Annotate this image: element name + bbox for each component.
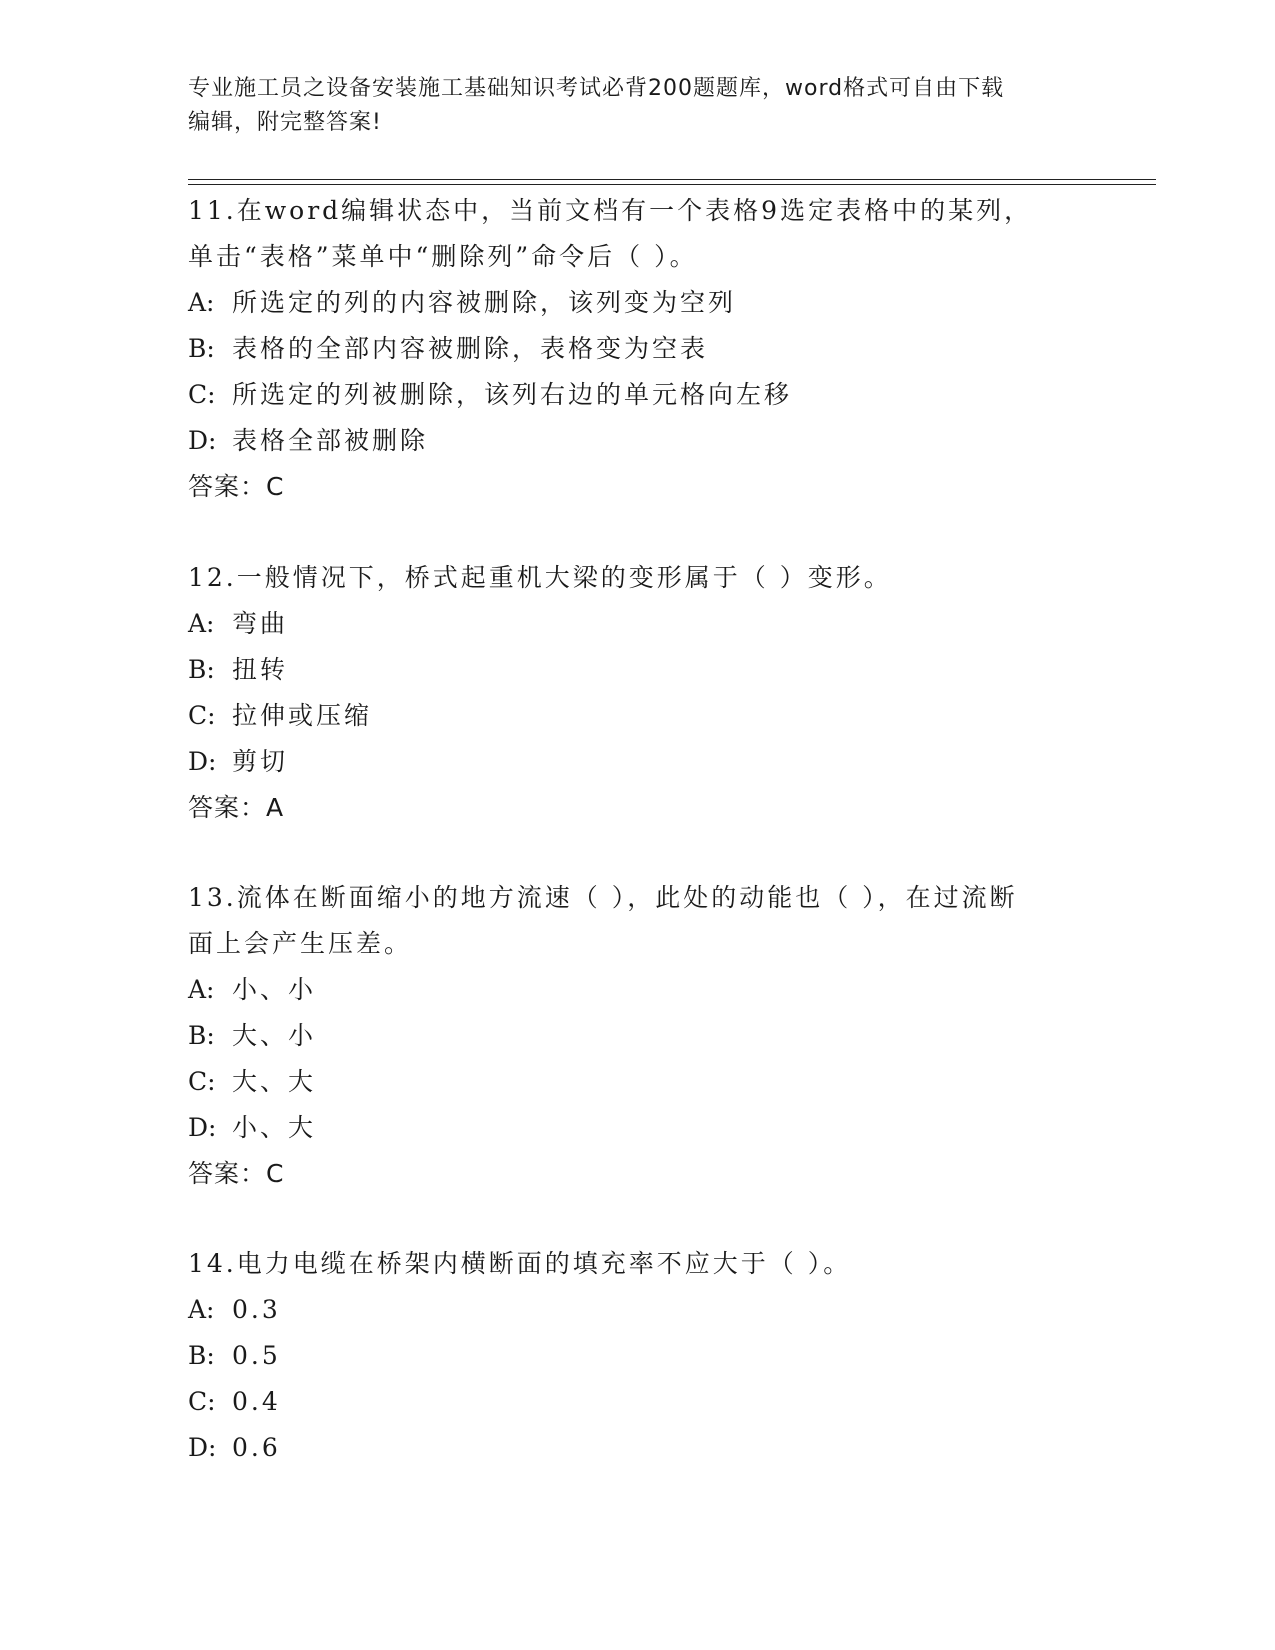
option-letter: A: [188, 975, 215, 1004]
option-letter: D: [188, 747, 217, 776]
document-header [188, 72, 1088, 140]
option-text: 大、大 [232, 1067, 317, 1096]
option-letter: D: [188, 1113, 217, 1142]
option-text: 表格的全部内容被删除，表格变为空表 [232, 334, 709, 363]
option-text: 弯曲 [232, 609, 289, 638]
option-letter: A: [188, 609, 215, 638]
option-a [188, 1287, 1128, 1333]
option-c [188, 1059, 1128, 1105]
option-text: 小、大 [232, 1113, 317, 1142]
option-text: 表格全部被删除 [232, 426, 429, 455]
option-c [188, 372, 1128, 418]
option-text: 0.3 [232, 1295, 281, 1324]
header-divider-top [188, 179, 1156, 180]
header-title-line-2: 编辑，附完整答案! [188, 110, 382, 135]
answer-line: 答案：A [188, 793, 285, 822]
question-11 [188, 188, 1128, 510]
option-b [188, 326, 1128, 372]
option-text: 0.6 [232, 1433, 281, 1462]
option-text: 0.4 [232, 1387, 281, 1416]
option-a [188, 601, 1128, 647]
option-letter: B: [188, 1021, 215, 1050]
question-stem-line: 11.在word编辑状态中，当前文档有一个表格9选定表格中的某列， [188, 196, 1033, 225]
option-d [188, 1425, 1128, 1471]
option-c [188, 693, 1128, 739]
option-letter: B: [188, 655, 215, 684]
option-letter: C: [188, 380, 216, 409]
header-title-line-1: 专业施工员之设备安装施工基础知识考试必背200题题库，word格式可自由下载 [188, 76, 1005, 101]
option-letter: C: [188, 701, 216, 730]
question-13 [188, 875, 1128, 1197]
option-text: 大、小 [232, 1021, 317, 1050]
option-d [188, 1105, 1128, 1151]
option-text: 小、小 [232, 975, 317, 1004]
option-text: 所选定的列的内容被删除，该列变为空列 [232, 288, 737, 317]
option-d [188, 739, 1128, 785]
option-letter: A: [188, 288, 215, 317]
option-letter: C: [188, 1387, 216, 1416]
question-14 [188, 1241, 1128, 1471]
option-letter: B: [188, 334, 215, 363]
option-a [188, 280, 1128, 326]
option-text: 扭转 [232, 655, 289, 684]
option-text: 剪切 [232, 747, 289, 776]
answer-line: 答案：C [188, 1159, 285, 1188]
question-stem-line: 12.一般情况下，桥式起重机大梁的变形属于（ ）变形。 [188, 563, 892, 592]
header-divider-bottom [188, 184, 1156, 185]
answer-line: 答案：C [188, 472, 285, 501]
question-stem-line: 面上会产生压差。 [188, 929, 413, 958]
question-stem-line: 单击“表格”菜单中“删除列”命令后（ ）。 [188, 242, 698, 271]
option-d [188, 418, 1128, 464]
option-c [188, 1379, 1128, 1425]
question-12 [188, 555, 1128, 831]
option-letter: B: [188, 1341, 215, 1370]
option-a [188, 967, 1128, 1013]
option-letter: C: [188, 1067, 216, 1096]
question-stem-line: 13.流体在断面缩小的地方流速（ ），此处的动能也（ ），在过流断 [188, 883, 1018, 912]
option-letter: D: [188, 1433, 217, 1462]
option-letter: A: [188, 1295, 215, 1324]
option-b [188, 647, 1128, 693]
question-stem-line: 14.电力电缆在桥架内横断面的填充率不应大于（ ）。 [188, 1249, 852, 1278]
option-text: 拉伸或压缩 [232, 701, 373, 730]
option-b [188, 1333, 1128, 1379]
option-letter: D: [188, 426, 217, 455]
option-text: 所选定的列被删除，该列右边的单元格向左移 [232, 380, 793, 409]
option-b [188, 1013, 1128, 1059]
option-text: 0.5 [232, 1341, 281, 1370]
